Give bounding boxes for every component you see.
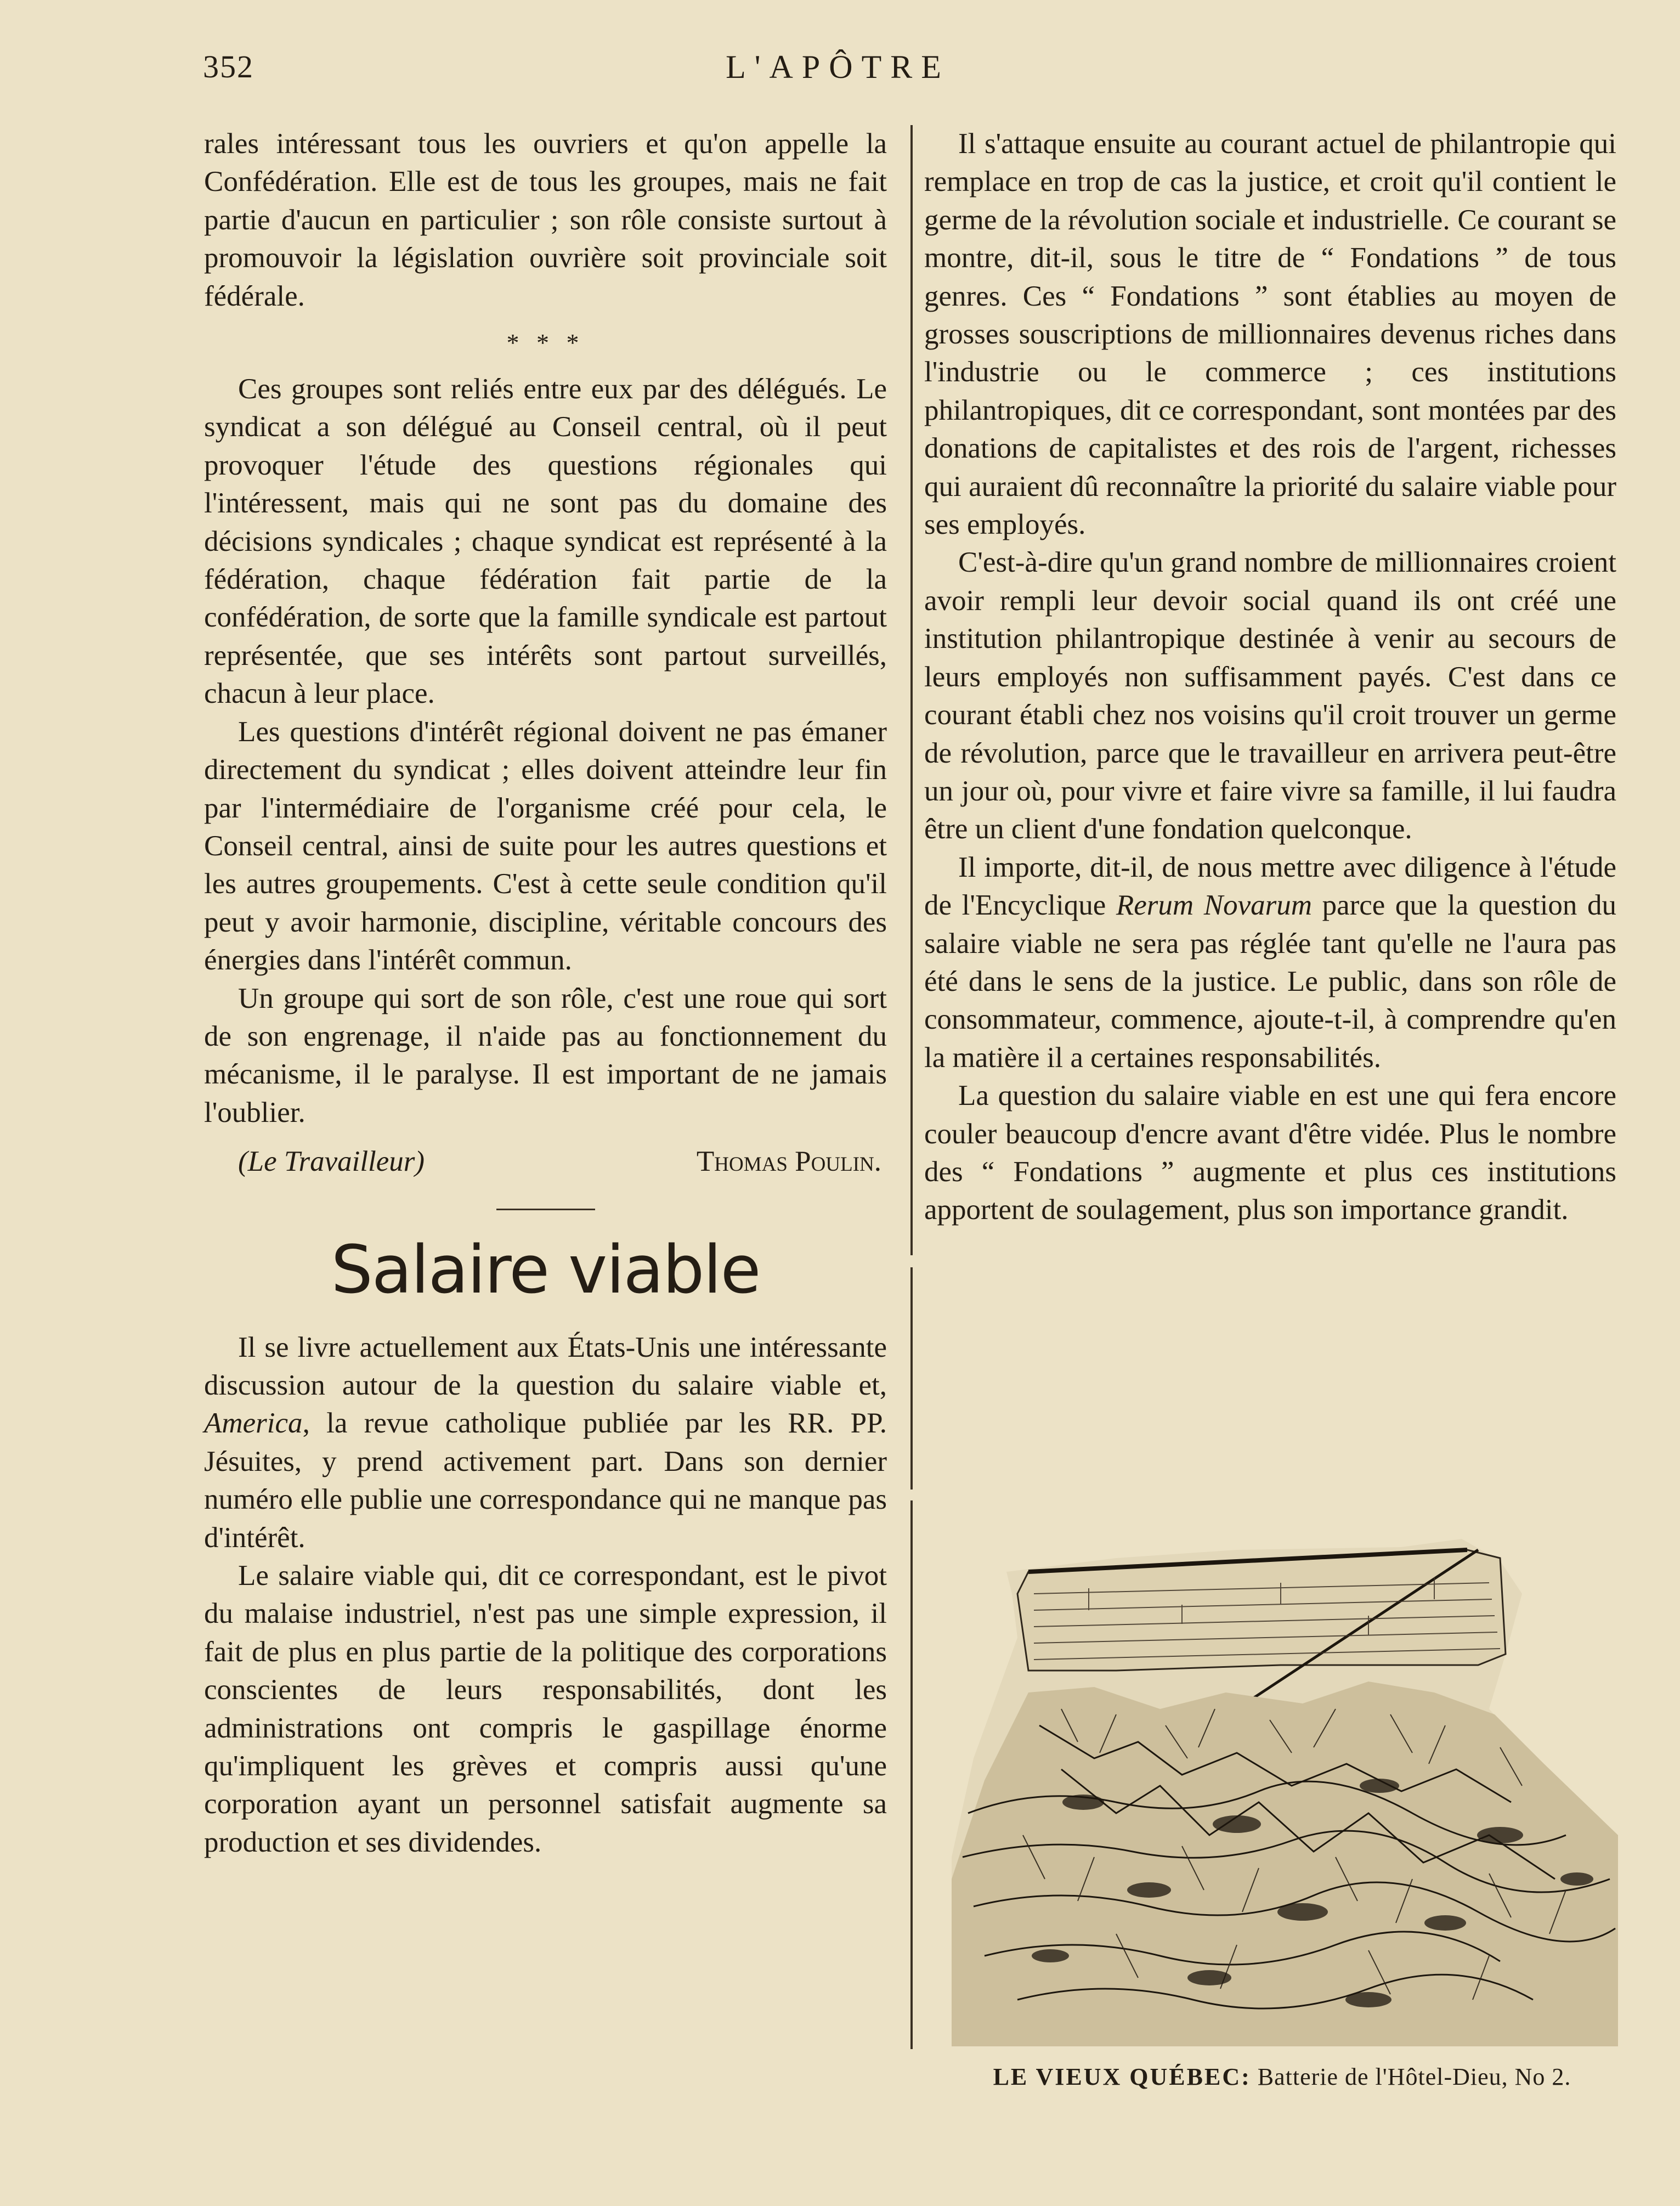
- paragraph: C'est-à-dire qu'un grand nombre de millionnaires croient avoir rempli leur devoir social quand ils ont créé une institution philantropique destinée à venir au secours de leurs employés non suffisamment payés. C'est dans ce courant établi chez nos voisins qu'il croit trouver un germe de révolution, parce que le travailleur en arrivera peut-être un jour où, pour vivre et faire vivre sa famille, il lui faudra être un client d'une fondation quelconque.: [924, 546, 1616, 845]
- article-title: Salaire viable: [331, 1232, 760, 1308]
- right-column: [924, 125, 1616, 1229]
- author-name: Thomas Poulin.: [696, 1146, 881, 1178]
- paragraph: Les questions d'intérêt régional doivent ne pas émaner directement du syndicat ; elles doivent atteindre leur fin par l'intermédiaire de l'organisme créé pour cela, le Conseil central, ainsi de suite pour les autres questions et les autres groupements. C'est à cette seule condition qu'il peut y avoir harmonie, discipline, véritable concours des énergies dans l'intérêt commun.: [204, 715, 887, 977]
- paragraph: Il s'attaque ensuite au courant actuel de philantropie qui remplace en trop de cas la justice, et croit qu'il contient le germe de la révolution sociale et industrielle. Ce courant se montre, dit-il, sous le titre de “ Fondations ” de tous genres. Ces “ Fondations ” sont établies au moyen de grosses souscriptions de millionnaires devenus riches dans l'industrie ou le commerce ; ces institutions philantropiques, dit ce correspondant, sont montées par des donations de capitalistes et des rois de l'argent, richesses qui auraient dû reconnaître la priorité du salaire viable pour ses employés.: [924, 128, 1616, 541]
- paragraph: Ces groupes sont reliés entre eux par des délégués. Le syndicat a son délégué au Conseil central, où il peut provoquer l'étude des questions régionales qui l'intéressent, mais qui ne sont pas du domaine des décisions syndicales ; chaque syndicat est représenté à la fédération, chaque fédération fait partie de la confédération, de sorte que la famille syndicale est partout représentée, que ses intérêts sont partout surveillés, chacun à leur place.: [204, 373, 887, 710]
- paragraph: La question du salaire viable en est une qui fera encore couler beaucoup d'encre avant d'être vidée. Plus le nombre des “ Fondations ” augmente et plus ces institutions apportent de soulagement, plus son importance grandit.: [924, 1080, 1616, 1226]
- page-number: 352: [203, 49, 254, 84]
- left-column: [204, 125, 887, 1861]
- source-credit: (Le Travailleur): [238, 1146, 425, 1178]
- article-signature: [204, 1143, 887, 1181]
- engraving-illustration: [952, 1528, 1618, 2046]
- paragraph: Le salaire viable qui, dit ce correspondant, est le pivot du malaise industriel, n'est pas une simple expression, il fait de plus en plus partie de la politique des corporations conscientes de leurs responsabilités, dont les administrations ont compris le gaspillage énorme qu'impliquent les grèves et compris aussi qu'une corporation ayant un personnel satisfait augmente sa production et ses dividendes.: [204, 1560, 887, 1858]
- paragraph: Un groupe qui sort de son rôle, c'est une roue qui sort de son engrenage, il n'aide pas au fonctionnement du mécanisme, il le paralyse. Il est important de ne jamais l'oublier.: [204, 982, 887, 1129]
- caption-heading: LE VIEUX QUÉBEC:: [993, 2063, 1251, 2090]
- section-stars: * * *: [506, 329, 585, 357]
- paragraph: Il se livre actuellement aux États-Unis une intéressante discussion autour de la question du salaire viable et, America, la revue catholique publiée par les RR. PP. Jésuites, y prend activement part. Dans son dernier numéro elle publie une correspondance qui ne manque pas d'intérêt.: [204, 1331, 887, 1554]
- column-rule: [910, 1267, 913, 1490]
- caption-text: Batterie de l'Hôtel-Dieu, No 2.: [1251, 2063, 1571, 2090]
- continued-paragraph: rales intéressant tous les ouvriers et qu'on appelle la Confédération. Elle est de tous les groupes, mais ne fait partie d'aucun en particulier ; son rôle consiste surtout à promouvoir la législation ouvrière soit provinciale soit fédérale.: [204, 128, 887, 312]
- figure-caption: [946, 2063, 1618, 2091]
- page-header: [203, 48, 1473, 92]
- running-title: L'APÔTRE: [726, 49, 950, 85]
- column-rule: [910, 1500, 913, 2049]
- column-rule: [910, 125, 913, 1255]
- batterie-engraving: [952, 1528, 1618, 2046]
- encyclical-title: Rerum Novarum: [1116, 889, 1313, 922]
- paragraph: Il importe, dit-il, de nous mettre avec diligence à l'étude de l'Encyclique Rerum Novarum parce que la question du salaire viable ne sera pas réglée tant qu'elle ne l'aura pas été dans le sens de la justice. Le public, dans son rôle de consommateur, commence, ajoute-t-il, à comprendre qu'en la matière il a certaines responsabilités.: [924, 851, 1616, 1074]
- magazine-name: America: [204, 1407, 303, 1440]
- section-divider: [496, 1209, 595, 1210]
